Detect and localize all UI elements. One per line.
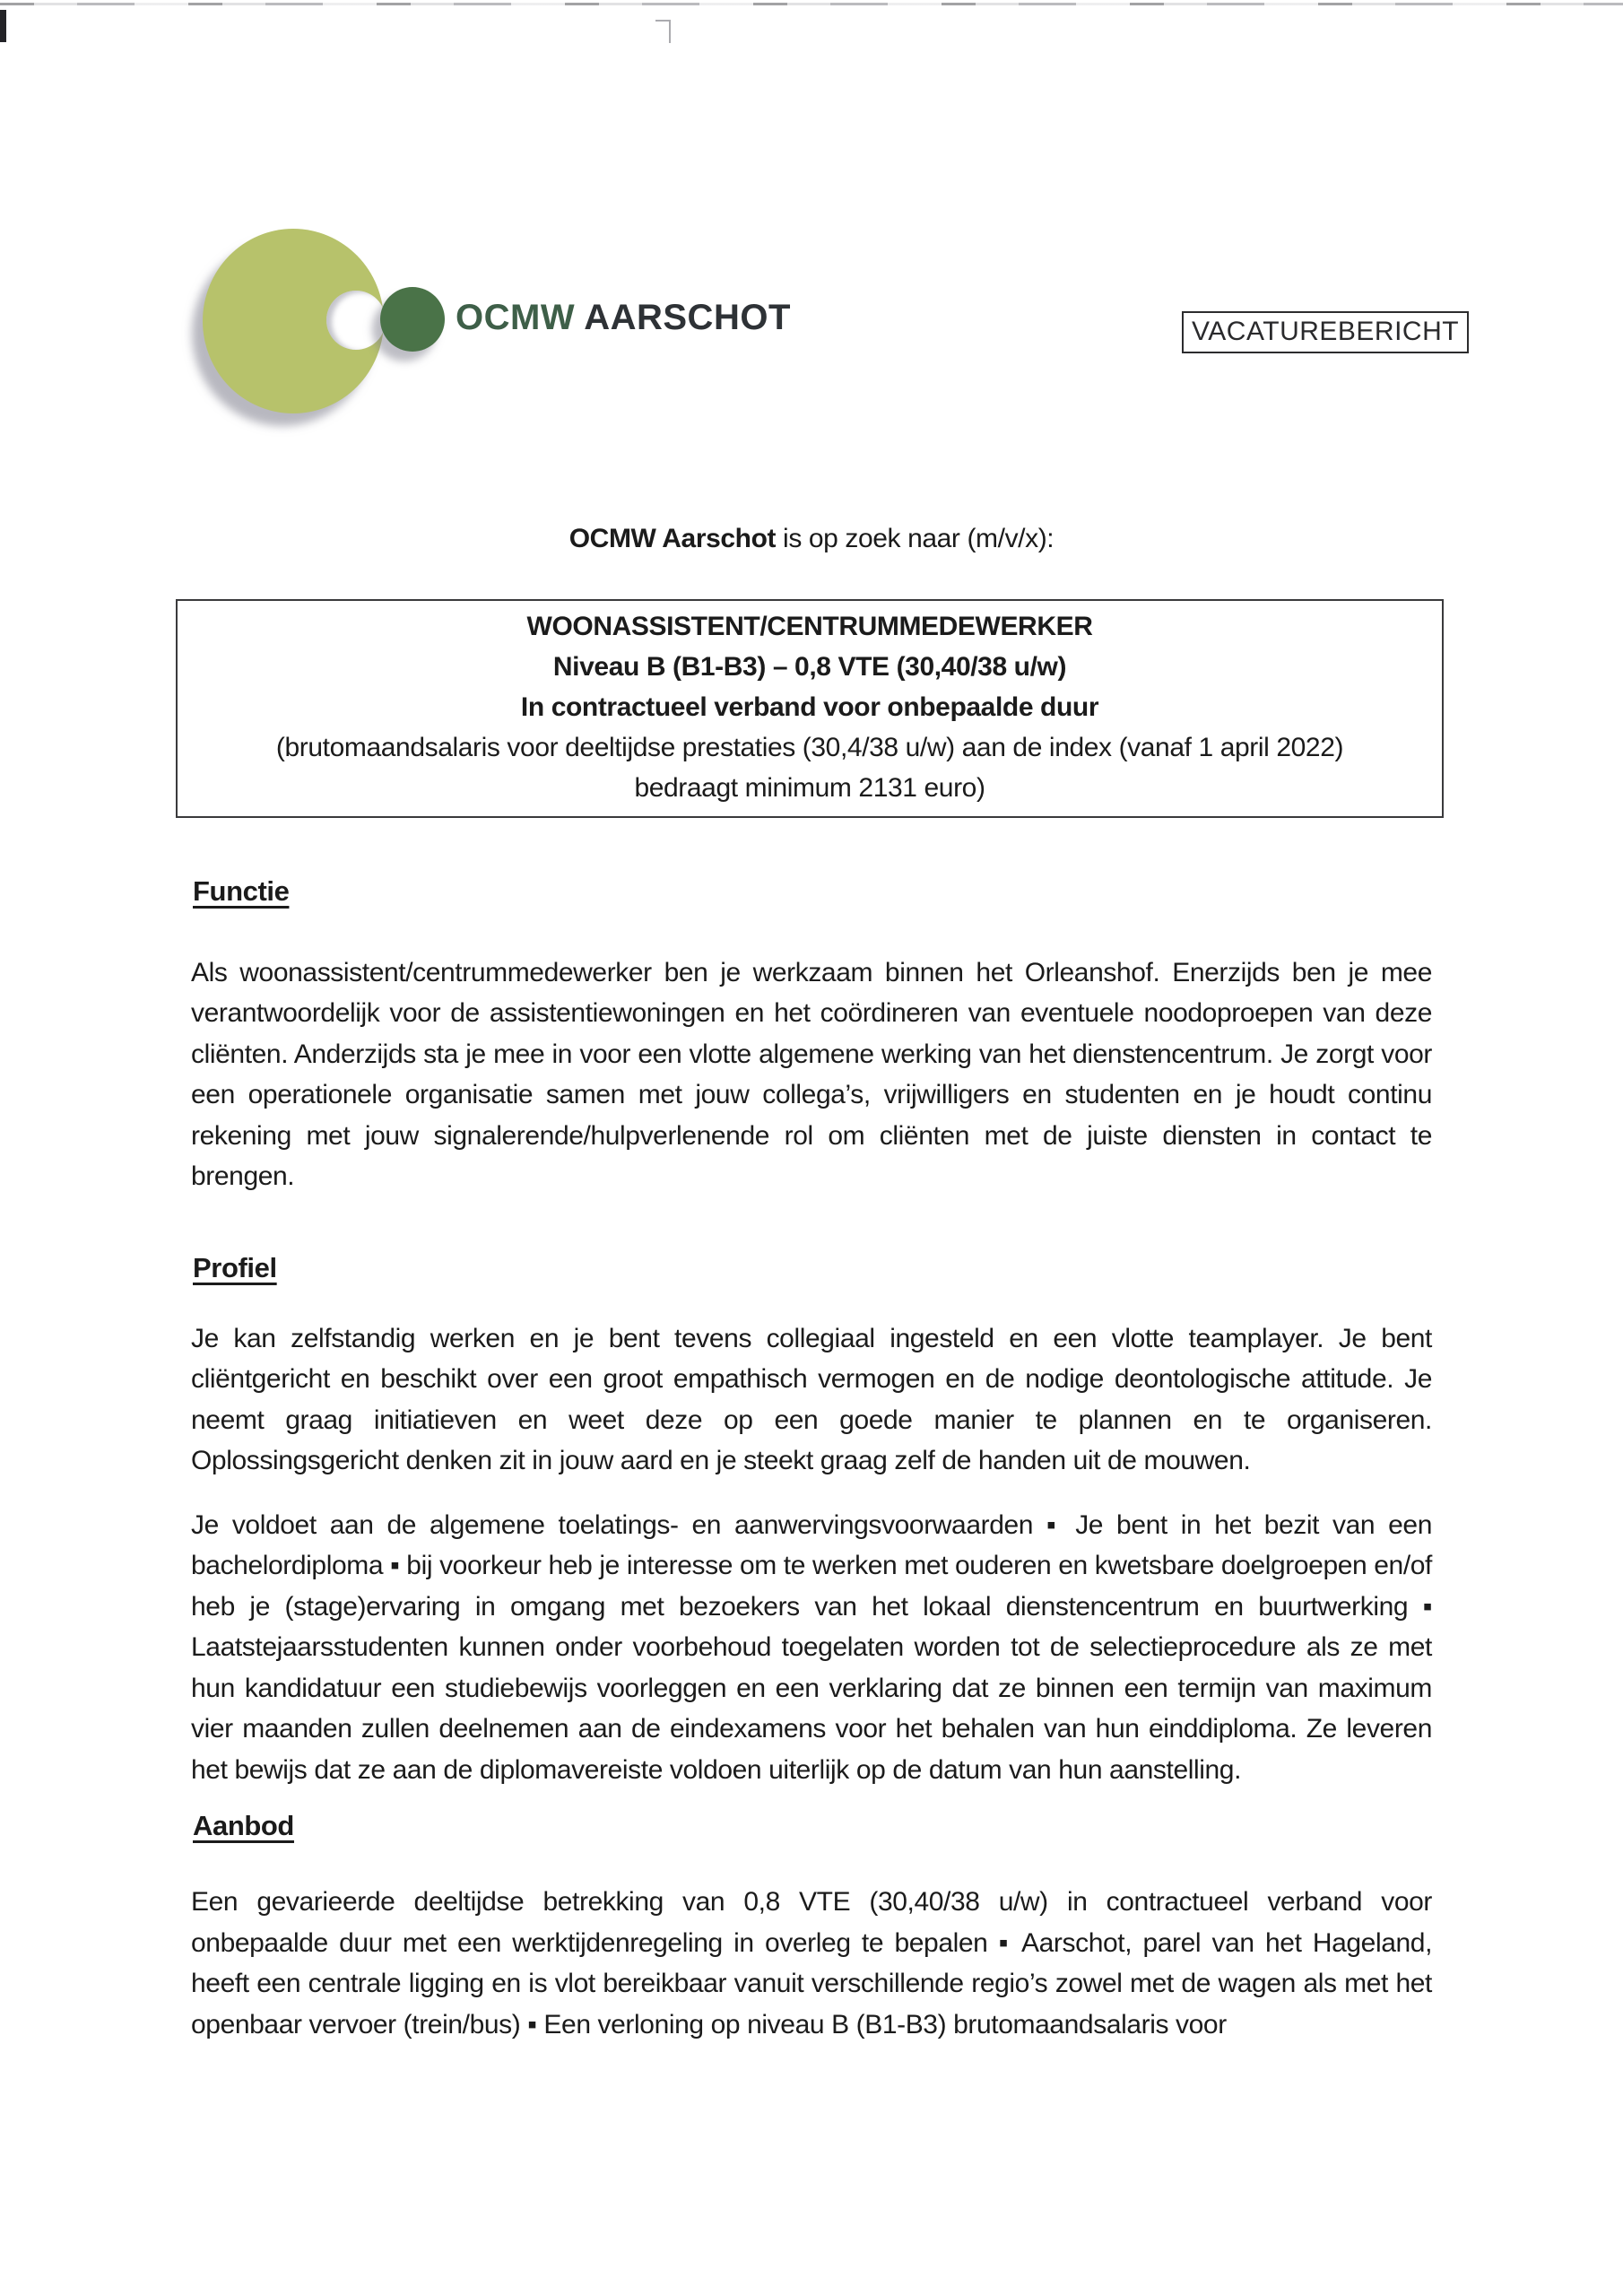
logo-text-primary: OCMW xyxy=(456,298,576,337)
heading-profiel: Profiel xyxy=(193,1251,277,1283)
functie-paragraph: Als woonassistent/centrummedewerker ben je werkzaam binnen het Orleanshof. Enerzijds ben je mee verantwoordelijk voor de assistentiewoningen en het coördineren van eventuele noodoproepen van deze cliënten. Anderzijds sta je mee in voor een vlotte algemene werking van het dienstencentrum. Je zorgt voor een operationele organisatie samen met jouw collega’s, vrijwilligers en studenten en je houdt continu rekening met jouw signalerende/hulpverlenende rol om cliënten met de juiste diensten in contact te brengen. xyxy=(191,957,1432,1191)
logo-text-secondary: AARSCHOT xyxy=(584,298,791,337)
vacancy-title-box xyxy=(176,599,1444,818)
vacancy-level: Niveau B (B1-B3) – 0,8 VTE (30,40/38 u/w) xyxy=(552,651,1067,682)
aanbod-paragraph: Een gevarieerde deeltijdse betrekking van 0,8 VTE (30,40/38 u/w) in contractueel verband voor onbepaalde duur met een werktijdenregeling in overleg te bepalen ▪ Aarschot, parel van het Hageland, heeft een centrale ligging en is vlot bereikbaar vanuit verschillende regio’s zowel met de wagen als met het openbaar vervoer (trein/bus) ▪ Een verloning op niveau B (B1-B3) brutomaandsalaris voor xyxy=(191,1887,1432,2039)
intro-lead-bold: OCMW Aarschot xyxy=(568,524,777,553)
intro-lead-rest: is op zoek naar (m/v/x): xyxy=(776,524,1055,553)
profiel-paragraph-1: Je kan zelfstandig werken en je bent tevens collegiaal ingesteld en een vlotte teamplayer. Je bent cliëntgericht en beschikt over een groot empathisch vermogen en de nodige deontologische attitude. Je neemt graag initiatieven en weet deze op een goede manier te plannen en te organiseren. Oplossingsgericht denken zit in jouw aard en je steekt graag zelf de handen uit de mouwen. xyxy=(191,1323,1432,1475)
vacancy-title: WOONASSISTENT/CENTRUMMEDEWERKER xyxy=(526,611,1093,641)
vacancy-salary-line2: bedraagt minimum 2131 euro) xyxy=(634,772,985,803)
intro-line xyxy=(191,518,1432,560)
vacancy-contract: In contractueel verband voor onbepaalde duur xyxy=(520,691,1099,722)
scan-artifact-corner-mark xyxy=(0,10,6,42)
vacancy-salary-line1: (brutomaandsalaris voor deeltijdse prestaties (30,4/38 u/w) aan de index (vanaf 1 april 2022) xyxy=(275,732,1344,762)
heading-functie: Functie xyxy=(193,874,290,907)
profiel-paragraph-2: Je voldoet aan de algemene toelatings- en aanwervingsvoorwaarden ▪ Je bent in het bezit van een bachelordiploma ▪ bij voorkeur heb je interesse om te werken met ouderen en kwetsbare doelgroepen en/of heb je (stage)ervaring in omgang met bezoekers van het lokaal dienstencentrum en buurtwerking ▪ Laatstejaarsstudenten kunnen onder voorbehoud toegelaten worden tot de selectieprocedure als ze met hun kandidatuur een studiebewijs voorleggen en een verklaring dat ze binnen een termijn van maximum vier maanden zullen deelnemen aan de eindexamens voor het behalen van hun einddiploma. Ze leveren het bewijs dat ze aan de diplomavereiste voldoen uiterlijk op de datum van hun aanstelling. xyxy=(191,1509,1432,1785)
document-content xyxy=(191,0,1432,2045)
heading-aanbod: Aanbod xyxy=(193,1810,294,1841)
vacancy-badge: VACATUREBERICHT xyxy=(1182,311,1469,353)
